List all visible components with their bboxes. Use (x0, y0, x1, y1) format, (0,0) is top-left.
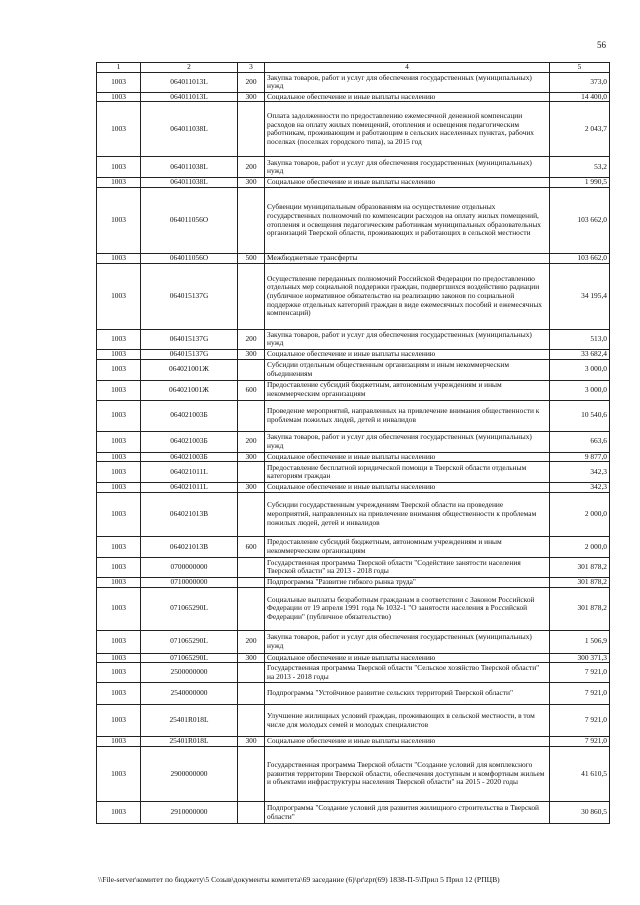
target-code-cell: 25401R018L (141, 705, 238, 737)
expense-type-cell: 200 (238, 157, 265, 178)
description-cell: Социальное обеспечение и иные выплаты населению (265, 178, 550, 188)
section-cell: 1003 (97, 329, 141, 349)
table-row (97, 178, 610, 188)
section-cell: 1003 (97, 92, 141, 102)
section-cell: 1003 (97, 653, 141, 663)
target-code-cell: 071065290L (141, 630, 238, 653)
target-code-cell: 064015137G (141, 329, 238, 349)
amount-cell: 9 877,0 (550, 452, 610, 462)
expense-type-cell: 300 (238, 737, 265, 747)
section-cell: 1003 (97, 683, 141, 705)
table-row (97, 431, 610, 452)
target-code-cell: 064011056О (141, 188, 238, 254)
target-code-cell: 064011013L (141, 92, 238, 102)
description-cell: Осуществление переданных полномочий Российской Федерации по предоставлению отдельных мер социальной поддержки граждан, подвергшихся воздействию радиации (публичное нормативное обязательство на реализацию законов по социальной поддержке отдельных категорий граждан в виде ежемесячных пособий и ежемесячных компенсаций) (265, 263, 550, 329)
target-code-cell: 064015137G (141, 263, 238, 329)
description-cell: Закупка товаров, работ и услуг для обеспечения государственных (муниципальных) нужд (265, 431, 550, 452)
table-row (97, 263, 610, 329)
section-cell: 1003 (97, 483, 141, 493)
page-number: 56 (597, 40, 606, 50)
header-col-2: 2 (141, 63, 238, 73)
description-cell: Государственная программа Тверской области "Сельское хозяйство Тверской области" на 2013 - 2018 годы (265, 663, 550, 683)
expense-type-cell (238, 102, 265, 157)
amount-cell: 7 921,0 (550, 683, 610, 705)
description-cell: Подпрограмма "Устойчивое развитие сельских территорий Тверской области" (265, 683, 550, 705)
table-row (97, 577, 610, 587)
target-code-cell: 064021003Б (141, 400, 238, 431)
header-col-3: 3 (238, 63, 265, 73)
expense-type-cell: 600 (238, 380, 265, 400)
expense-type-cell: 300 (238, 452, 265, 462)
table-row (97, 102, 610, 157)
table-row (97, 663, 610, 683)
description-cell: Закупка товаров, работ и услуг для обеспечения государственных (муниципальных) нужд (265, 157, 550, 178)
expense-type-cell (238, 747, 265, 802)
expense-type-cell (238, 188, 265, 254)
description-cell: Социальные выплаты безработным гражданам в соответствии с Законом Российской Федерации от 19 апреля 1991 года № 1032-1 "О занятости населения в Российской Федерации" (публичное обязательство) (265, 587, 550, 630)
table-row (97, 72, 610, 92)
target-code-cell: 064021013В (141, 536, 238, 557)
amount-cell: 2 043,7 (550, 102, 610, 157)
expense-type-cell: 500 (238, 254, 265, 264)
table-row (97, 380, 610, 400)
header-col-4: 4 (265, 63, 550, 73)
table-body (97, 72, 610, 823)
table-row (97, 188, 610, 254)
table-row (97, 557, 610, 577)
description-cell: Субвенции муниципальным образованиям на осуществление отдельных государственных полномочий по компенсации расходов на оплату жилых помещений, отопления и освещения педагогическим работникам муниципальных образовательных организаций Тверской области, проживающих и работающих в сельской местности (265, 188, 550, 254)
expense-type-cell: 300 (238, 178, 265, 188)
table-row (97, 254, 610, 264)
amount-cell: 103 662,0 (550, 254, 610, 264)
section-cell: 1003 (97, 254, 141, 264)
description-cell: Закупка товаров, работ и услуг для обеспечения государственных (муниципальных) нужд (265, 630, 550, 653)
section-cell: 1003 (97, 802, 141, 824)
section-cell: 1003 (97, 400, 141, 431)
target-code-cell: 25401R018L (141, 737, 238, 747)
description-cell: Улучшение жилищных условий граждан, проживающих в сельской местности, в том числе для молодых семей и молодых специалистов (265, 705, 550, 737)
section-cell: 1003 (97, 178, 141, 188)
amount-cell: 10 540,6 (550, 400, 610, 431)
amount-cell: 663,6 (550, 431, 610, 452)
expense-type-cell (238, 587, 265, 630)
header-col-1: 1 (97, 63, 141, 73)
table-row (97, 462, 610, 483)
amount-cell: 373,0 (550, 72, 610, 92)
expense-type-cell (238, 557, 265, 577)
target-code-cell: 071065290L (141, 653, 238, 663)
section-cell: 1003 (97, 157, 141, 178)
target-code-cell: 064021003Б (141, 452, 238, 462)
description-cell: Социальное обеспечение и иные выплаты населению (265, 483, 550, 493)
target-code-cell: 064011038L (141, 102, 238, 157)
expense-type-cell: 300 (238, 483, 265, 493)
expense-type-cell: 200 (238, 329, 265, 349)
table-row (97, 329, 610, 349)
amount-cell: 301 878,2 (550, 557, 610, 577)
amount-cell: 7 921,0 (550, 663, 610, 683)
description-cell: Закупка товаров, работ и услуг для обеспечения государственных (муниципальных) нужд (265, 72, 550, 92)
amount-cell: 14 400,0 (550, 92, 610, 102)
section-cell: 1003 (97, 380, 141, 400)
table-row (97, 349, 610, 359)
section-cell: 1003 (97, 737, 141, 747)
target-code-cell: 0700000000 (141, 557, 238, 577)
table-row (97, 359, 610, 380)
target-code-cell: 071065290L (141, 587, 238, 630)
expense-type-cell (238, 263, 265, 329)
target-code-cell: 064011038L (141, 178, 238, 188)
table-row (97, 587, 610, 630)
section-cell: 1003 (97, 557, 141, 577)
expense-type-cell (238, 683, 265, 705)
description-cell: Проведение мероприятий, направленных на привлечение внимания общественности к проблемам пожилых людей, детей и инвалидов (265, 400, 550, 431)
description-cell: Субсидии отдельным общественным организациям и иным некоммерческим объединениям (265, 359, 550, 380)
target-code-cell: 064021003Б (141, 431, 238, 452)
amount-cell: 2 000,0 (550, 492, 610, 536)
target-code-cell: 064021013В (141, 492, 238, 536)
section-cell: 1003 (97, 705, 141, 737)
table-row (97, 653, 610, 663)
amount-cell: 41 610,5 (550, 747, 610, 802)
target-code-cell: 064021011L (141, 462, 238, 483)
expense-type-cell: 300 (238, 653, 265, 663)
amount-cell: 7 921,0 (550, 737, 610, 747)
section-cell: 1003 (97, 452, 141, 462)
expense-type-cell (238, 802, 265, 824)
section-cell: 1003 (97, 349, 141, 359)
target-code-cell: 064011013L (141, 72, 238, 92)
target-code-cell: 064011056О (141, 254, 238, 264)
amount-cell: 103 662,0 (550, 188, 610, 254)
amount-cell: 2 000,0 (550, 536, 610, 557)
description-cell: Социальное обеспечение и иные выплаты населению (265, 737, 550, 747)
description-cell: Государственная программа Тверской области "Содействие занятости населения Тверской области" на 2013 - 2018 годы (265, 557, 550, 577)
section-cell: 1003 (97, 359, 141, 380)
target-code-cell: 064021001Ж (141, 380, 238, 400)
expense-type-cell: 300 (238, 349, 265, 359)
expense-type-cell: 200 (238, 72, 265, 92)
amount-cell: 3 000,0 (550, 380, 610, 400)
target-code-cell: 0710000000 (141, 577, 238, 587)
file-path-footer: \\File-server\комитет по бюджету\5 Созыв\документы комитета\69 заседание (6)\pr\zpr(69) 1838-П-5\Прил 5 Прил 12 (РПЦВ) (98, 875, 500, 884)
expense-type-cell (238, 663, 265, 683)
budget-table (96, 62, 610, 824)
table-row (97, 483, 610, 493)
table-row (97, 92, 610, 102)
header-col-5: 5 (550, 63, 610, 73)
table-row (97, 452, 610, 462)
target-code-cell: 064021001Ж (141, 359, 238, 380)
table-header-row (97, 63, 610, 73)
table-row (97, 400, 610, 431)
description-cell: Социальное обеспечение и иные выплаты населению (265, 92, 550, 102)
description-cell: Предоставление субсидий бюджетным, автономным учреждениям и иным некоммерческим организациям (265, 380, 550, 400)
expense-type-cell: 200 (238, 630, 265, 653)
expense-type-cell (238, 705, 265, 737)
target-code-cell: 064011038L (141, 157, 238, 178)
description-cell: Закупка товаров, работ и услуг для обеспечения государственных (муниципальных) нужд (265, 329, 550, 349)
description-cell: Предоставление субсидий бюджетным, автономным учреждениям и иным некоммерческим организациям (265, 536, 550, 557)
target-code-cell: 064015137G (141, 349, 238, 359)
section-cell: 1003 (97, 263, 141, 329)
amount-cell: 1 506,9 (550, 630, 610, 653)
target-code-cell: 2910000000 (141, 802, 238, 824)
section-cell: 1003 (97, 536, 141, 557)
expense-type-cell (238, 577, 265, 587)
description-cell: Предоставление бесплатной юридической помощи в Тверской области отдельным категориям граждан (265, 462, 550, 483)
section-cell: 1003 (97, 577, 141, 587)
table-row (97, 737, 610, 747)
table-row (97, 747, 610, 802)
table-row (97, 802, 610, 824)
expense-type-cell: 200 (238, 431, 265, 452)
amount-cell: 301 878,2 (550, 577, 610, 587)
section-cell: 1003 (97, 747, 141, 802)
expense-type-cell: 600 (238, 536, 265, 557)
target-code-cell: 2540000000 (141, 683, 238, 705)
section-cell: 1003 (97, 431, 141, 452)
amount-cell: 513,0 (550, 329, 610, 349)
description-cell: Подпрограмма "Создание условий для развития жилищного строительства в Тверской области" (265, 802, 550, 824)
section-cell: 1003 (97, 587, 141, 630)
amount-cell: 300 371,3 (550, 653, 610, 663)
section-cell: 1003 (97, 492, 141, 536)
description-cell: Социальное обеспечение и иные выплаты населению (265, 452, 550, 462)
amount-cell: 33 682,4 (550, 349, 610, 359)
description-cell: Социальное обеспечение и иные выплаты населению (265, 349, 550, 359)
table-row (97, 705, 610, 737)
section-cell: 1003 (97, 462, 141, 483)
target-code-cell: 2500000000 (141, 663, 238, 683)
table-row (97, 630, 610, 653)
target-code-cell: 2900000000 (141, 747, 238, 802)
expense-type-cell: 300 (238, 92, 265, 102)
table-row (97, 536, 610, 557)
target-code-cell: 064021011L (141, 483, 238, 493)
description-cell: Субсидии государственным учреждениям Тверской области на проведение мероприятий, направленных на привлечение внимания общественности к проблемам пожилых людей, детей и инвалидов (265, 492, 550, 536)
section-cell: 1003 (97, 188, 141, 254)
expense-type-cell (238, 462, 265, 483)
description-cell: Социальное обеспечение и иные выплаты населению (265, 653, 550, 663)
amount-cell: 342,3 (550, 483, 610, 493)
description-cell: Межбюджетные трансферты (265, 254, 550, 264)
section-cell: 1003 (97, 72, 141, 92)
table-row (97, 157, 610, 178)
description-cell: Государственная программа Тверской области "Создание условий для комплексного развития территории Тверской области, обеспечения доступным и комфортным жильем и объектами инфраструктуры населения Тверской области" на 2015 - 2020 годы (265, 747, 550, 802)
expense-type-cell (238, 492, 265, 536)
section-cell: 1003 (97, 102, 141, 157)
table-row (97, 683, 610, 705)
description-cell: Оплата задолженности по предоставлению ежемесячной денежной компенсации расходов на оплату жилых помещений, отопления и освещения педагогическим работникам, проживающим и работающим в сельских населенных пунктах, рабочих поселках (поселках городского типа), за 2015 год (265, 102, 550, 157)
section-cell: 1003 (97, 663, 141, 683)
amount-cell: 34 195,4 (550, 263, 610, 329)
amount-cell: 342,3 (550, 462, 610, 483)
amount-cell: 1 990,5 (550, 178, 610, 188)
amount-cell: 3 000,0 (550, 359, 610, 380)
amount-cell: 53,2 (550, 157, 610, 178)
section-cell: 1003 (97, 630, 141, 653)
amount-cell: 301 878,2 (550, 587, 610, 630)
amount-cell: 30 860,5 (550, 802, 610, 824)
table-row (97, 492, 610, 536)
description-cell: Подпрограмма "Развитие гибкого рынка труда" (265, 577, 550, 587)
expense-type-cell (238, 400, 265, 431)
expense-type-cell (238, 359, 265, 380)
amount-cell: 7 921,0 (550, 705, 610, 737)
